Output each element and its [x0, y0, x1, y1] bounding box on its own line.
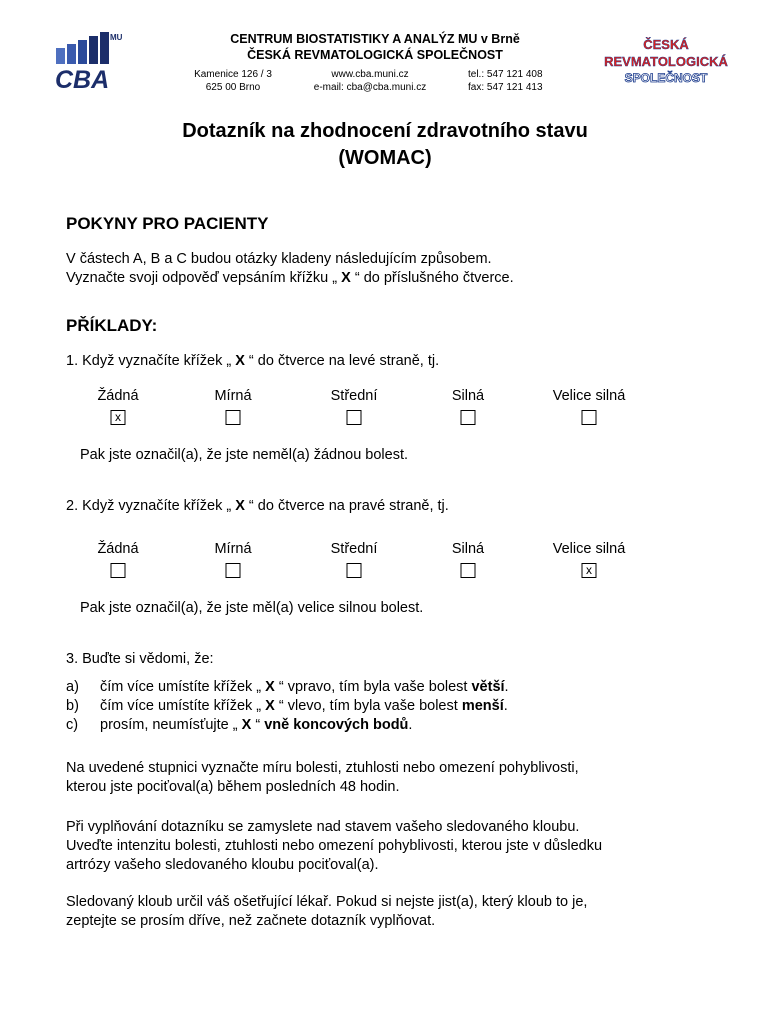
scale-checkbox[interactable]: [582, 410, 597, 425]
note-intro: 3. Buďte si vědomi, že:: [66, 651, 214, 667]
scale-label: Velice silná: [552, 541, 626, 557]
header-phones: [468, 68, 568, 94]
title-line1: Dotazník na zhodnocení zdravotního stavu: [182, 120, 588, 142]
paragraph-3: [66, 893, 587, 931]
instructions-text: [66, 250, 514, 288]
scale-label: Silná: [451, 388, 485, 404]
header-line1: CENTRUM BIOSTATISTIKY A ANALÝZ MU v Brně: [230, 32, 520, 46]
document-title: [0, 118, 770, 172]
paragraph-2-line2: Uveďte intenzitu bolesti, ztuhlosti nebo omezení pohyblivosti, kterou jste v důsledku: [66, 838, 603, 854]
cba-logo-sup: MU: [110, 33, 123, 42]
paragraph-1-line2: kterou jste pociťoval(a) během posledních 48 hodin.: [66, 779, 400, 795]
header-address1: Kamenice 126 / 3: [194, 69, 272, 80]
header-contacts: [300, 68, 440, 94]
header-line2: ČESKÁ REVMATOLOGICKÁ SPOLEČNOST: [247, 48, 503, 62]
paragraph-3-line1: Sledovaný kloub určil váš ošetřující lékař. Pokud si nejste jist(a), který kloub to je,: [66, 894, 588, 910]
scale-checkbox[interactable]: [226, 563, 241, 578]
title-line2: (WOMAC): [338, 147, 432, 169]
header-address: [188, 68, 278, 94]
scale-label: Silná: [451, 541, 485, 557]
scale-checkbox[interactable]: [111, 563, 126, 578]
scale-label: Mírná: [214, 388, 252, 404]
scale-label: Žádná: [97, 388, 139, 404]
header-web: www.cba.muni.cz: [331, 69, 409, 80]
scale-label: Velice silná: [552, 388, 626, 404]
header-email: e-mail: cba@cba.muni.cz: [313, 82, 427, 93]
cba-logo: [52, 30, 124, 92]
paragraph-3-line2: zeptejte se prosím dříve, než začnete dotazník vyplňovat.: [66, 913, 436, 929]
paragraph-1-line1: Na uvedené stupnici vyznačte míru bolesti, ztuhlosti nebo omezení pohyblivosti,: [66, 760, 579, 776]
scale-checkbox[interactable]: [461, 410, 476, 425]
scale-label: Střední: [330, 388, 378, 404]
note-item-b: b) čím více umístíte křížek „ X “ vlevo, tím byla vaše bolest menší.: [66, 698, 508, 714]
note-item-a: a) čím více umístíte křížek „ X “ vpravo, tím byla vaše bolest větší.: [66, 679, 509, 695]
example1-text: 1. Když vyznačíte křížek „ X “ do čtverce na levé straně, tj.: [66, 353, 440, 369]
scale-label: Střední: [330, 541, 378, 557]
paragraph-1: [66, 759, 579, 797]
crs-logo: [604, 35, 728, 87]
instructions-heading: POKYNY PRO PACIENTY: [66, 214, 269, 233]
scale-checkbox[interactable]: x: [111, 410, 126, 425]
header-tel: tel.: 547 121 408: [468, 69, 543, 80]
example1-result: Pak jste označil(a), že jste neměl(a) žádnou bolest.: [80, 447, 409, 463]
scale-checkbox[interactable]: [347, 563, 362, 578]
scale-label: Žádná: [97, 541, 139, 557]
crs-logo-line2: REVMATOLOGICKÁ: [604, 54, 728, 69]
scale-checkbox[interactable]: [347, 410, 362, 425]
example2-scale: [66, 541, 706, 583]
scale-label: Mírná: [214, 541, 252, 557]
cba-logo-text: CBA: [55, 66, 110, 94]
note-item-c: c) prosím, neumísťujte „ X “ vně koncových bodů.: [66, 717, 413, 733]
scale-checkbox[interactable]: [461, 563, 476, 578]
crs-logo-line3: SPOLEČNOST: [624, 71, 708, 85]
paragraph-2-line1: Při vyplňování dotazníku se zamyslete nad stavem vašeho sledovaného kloubu.: [66, 819, 580, 835]
instructions-line2: Vyznačte svoji odpověď vepsáním křížku „ X “ do příslušného čtverce.: [66, 270, 514, 286]
scale-checkbox[interactable]: [226, 410, 241, 425]
paragraph-2: [66, 818, 602, 875]
crs-logo-line1: ČESKÁ: [643, 37, 689, 52]
note-list: [66, 678, 509, 735]
example2-text: 2. Když vyznačíte křížek „ X “ do čtverce na pravé straně, tj.: [66, 498, 449, 514]
examples-heading: PŘÍKLADY:: [66, 316, 158, 335]
instructions-line1: V částech A, B a C budou otázky kladeny následujícím způsobem.: [66, 251, 492, 267]
header-fax: fax: 547 121 413: [468, 82, 543, 93]
header-address2: 625 00 Brno: [205, 82, 261, 93]
example2-result: Pak jste označil(a), že jste měl(a) velice silnou bolest.: [80, 600, 424, 616]
example1-scale: [66, 388, 706, 430]
scale-checkbox[interactable]: x: [582, 563, 597, 578]
paragraph-2-line3: artrózy vašeho sledovaného kloubu pociťoval(a).: [66, 857, 379, 873]
